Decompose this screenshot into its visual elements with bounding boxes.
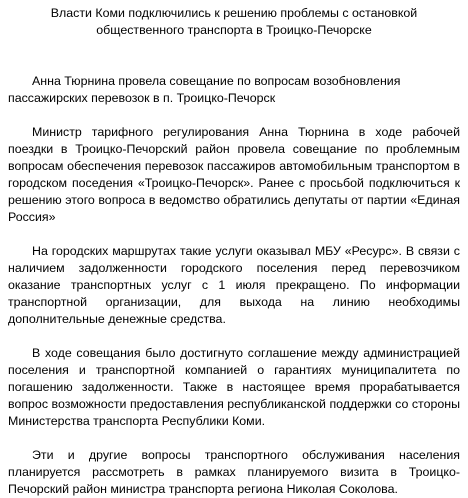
lead-paragraph: Анна Тюрнина провела совещание по вопросам возобновления пассажирских перевозок в п. Троицко-Печорск: [8, 74, 401, 105]
body-paragraph-2: На городских маршрутах такие услуги оказывал МБУ «Ресурс». В связи с наличием задолженности городского поселения перед перевозчиком оказание транспортных услуг с 1 июля прекращено. По информации транспортной организации, для выхода на линию необходимы дополнительные денежные средства.: [8, 244, 460, 326]
body-paragraph-1: Министр тарифного регулирования Анна Тюрнина в ходе рабочей поездки в Троицко-Печорский район провела совещание по проблемным вопросам обеспечения перевозок пассажиров автомобильным транспортом в городском поседения «Троицко-Печорск». Ранее с просьбой подключиться к решению этого вопроса в ведомство обратились депутаты от партии «Единая Россия»: [8, 125, 460, 224]
document-title: Власти Коми подключились к решению проблемы с остановкой общественного транспорта в Троицко-Печорске: [50, 6, 418, 37]
body-paragraph-3: В ходе совещания было достигнуто соглашение между администрацией поселения и транспортной компанией о гарантиях муниципалитета по погашению задолженности. Также в настоящее время прорабатывается вопрос возможности предоставления республиканской поддержки со стороны Министерства транспорта Республики Коми.: [8, 346, 460, 428]
body-paragraph-4: Эти и другие вопросы транспортного обслуживания населения планируется рассмотреть в рамках планируемого визита в Троицко-Печорский район министра транспорта региона Николая Соколова.: [8, 448, 460, 496]
